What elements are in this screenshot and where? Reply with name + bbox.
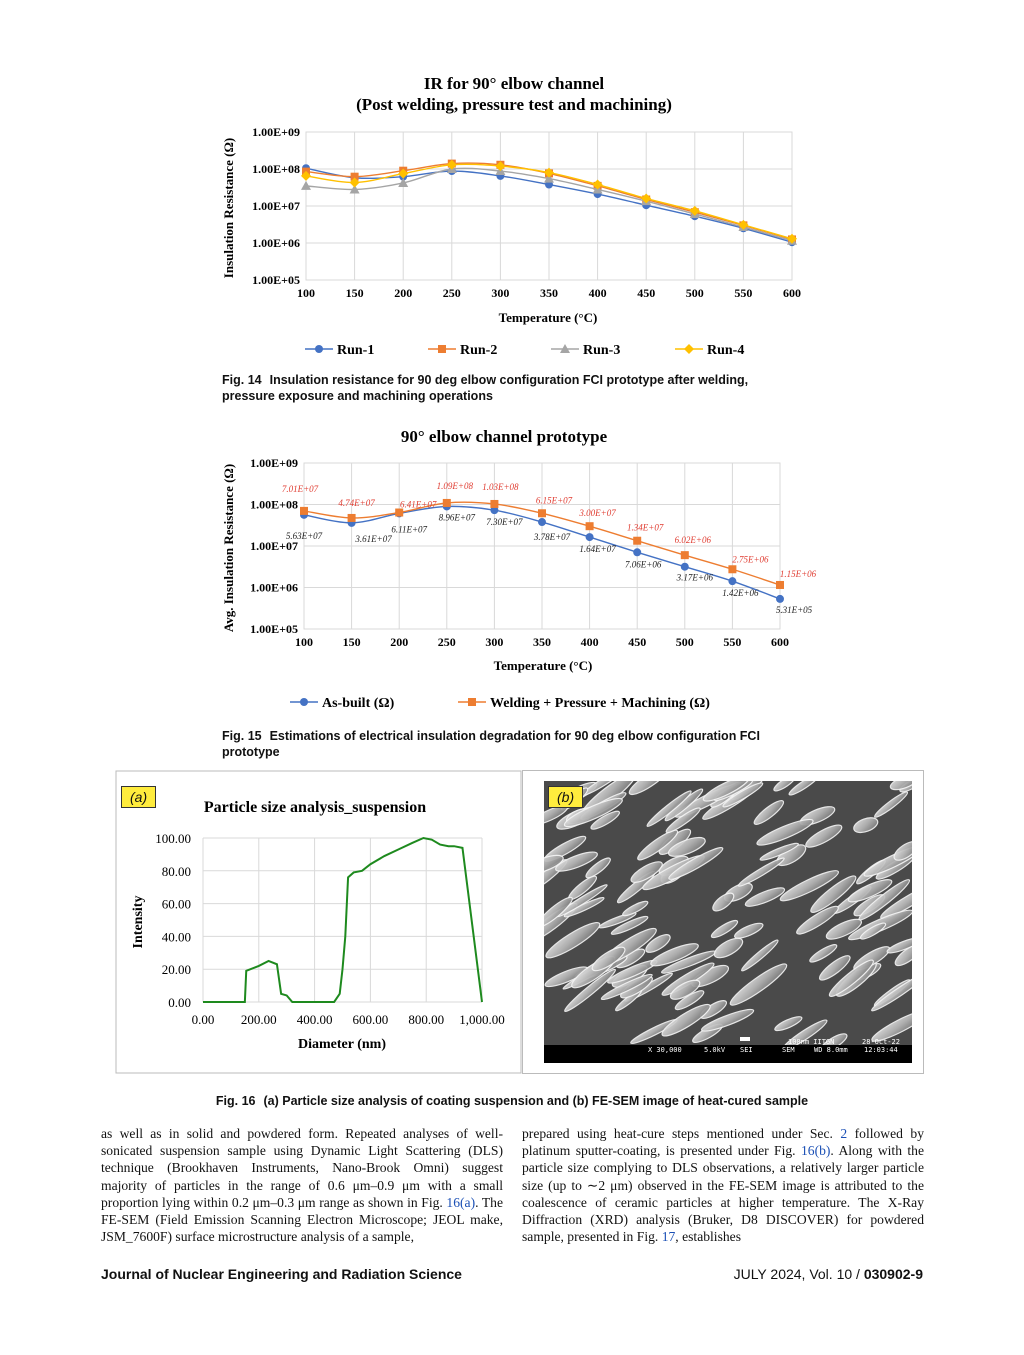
data-point: [538, 509, 546, 517]
data-label: 3.00E+07: [579, 508, 616, 519]
sem-info-bar: [544, 1038, 912, 1063]
sem-detector: SEI: [740, 1046, 753, 1054]
fig14-caption-num: Fig. 14: [222, 373, 262, 387]
legend-marker: [468, 698, 476, 706]
fig16-caption-text: (a) Particle size analysis of coating suspension and (b) FE-SEM image of heat-cured sample: [263, 1094, 809, 1108]
y-tick-label: 1.00E+09: [250, 456, 298, 470]
data-point: [395, 509, 403, 517]
body-column-left: [101, 1125, 503, 1245]
x-tick-label: 500: [675, 635, 694, 649]
sem-scale: 100nm IITGN: [788, 1038, 835, 1046]
x-tick-label: 550: [734, 286, 753, 300]
sem-image: [544, 781, 912, 1063]
fig16-caption-num: Fig. 16: [215, 1094, 256, 1108]
data-point: [586, 533, 594, 541]
y-tick-label: 20.00: [161, 962, 191, 978]
fig14-chart: [221, 74, 801, 358]
x-tick-label: 400: [588, 286, 607, 300]
x-tick-label: 300: [485, 635, 504, 649]
fig15-ylabel: Avg. Insulation Resistance (Ω): [221, 463, 236, 633]
data-point: [681, 551, 689, 559]
data-point: [348, 514, 356, 522]
fig14-caption: [222, 372, 802, 404]
data-label: 1.64E+07: [579, 544, 616, 555]
body-column-right: [522, 1125, 924, 1245]
data-label: 5.63E+07: [285, 530, 323, 541]
y-tick-label: 1.00E+07: [250, 539, 298, 553]
data-point: [490, 500, 498, 508]
fig16b-frame: [522, 770, 924, 1074]
sem-mode: SEM: [782, 1046, 795, 1054]
data-label: 7.06E+06: [625, 559, 662, 570]
x-tick-label: 100: [297, 286, 315, 300]
ref-fig17-link[interactable]: 17: [661, 1229, 676, 1245]
sem-kv: 5.0kV: [704, 1046, 726, 1054]
fig14-ylabel: Insulation Resistance (Ω): [221, 137, 236, 279]
y-tick-label: 100.00: [155, 831, 191, 846]
data-label: 3.17E+06: [676, 572, 713, 583]
data-label: 7.30E+07: [486, 517, 523, 528]
data-label: 1.09E+08: [436, 480, 473, 491]
data-label: 1.15E+06: [779, 568, 817, 579]
fig15-caption-num: Fig. 15: [222, 729, 262, 743]
data-point: [443, 499, 451, 507]
body-left-part2: . The FE-SEM (Field Emission Scanning Electron Microscope; JEOL make, JSM_7600F) surface microstructure analysis of a sample,: [101, 1194, 504, 1245]
data-point: [728, 577, 736, 585]
data-point: [633, 548, 641, 556]
y-tick-label: 1.00E+06: [252, 236, 300, 250]
panel-label-a: (a): [121, 786, 156, 808]
x-tick-label: 350: [540, 286, 558, 300]
data-point: [776, 581, 784, 589]
x-tick-label: 800.00: [408, 1012, 445, 1027]
x-tick-label: 100: [295, 635, 313, 649]
legend-entry: Run-2: [460, 343, 498, 358]
y-tick-label: 1.00E+07: [252, 199, 300, 213]
y-tick-label: 1.00E+06: [250, 580, 298, 595]
x-tick-label: 400: [580, 635, 599, 649]
fig16-caption: [0, 1093, 1024, 1109]
fig15-caption-text: Estimations of electrical insulation degradation for 90 deg elbow configuration FCI prototype: [222, 729, 760, 759]
fig15-chart: [221, 427, 817, 711]
y-tick-label: 40.00: [161, 929, 191, 945]
x-tick-label: 150: [342, 635, 361, 649]
sem-scalebar: [740, 1037, 750, 1041]
x-tick-label: 450: [628, 635, 647, 649]
data-label: 6.11E+07: [391, 524, 428, 535]
data-label: 1.34E+07: [627, 522, 664, 533]
data-label: 3.61E+07: [355, 533, 392, 544]
data-label: 2.75E+06: [732, 554, 769, 565]
fig16a-chart: [116, 771, 521, 1073]
data-label: 3.78E+07: [533, 532, 571, 543]
data-label: 4.74E+07: [338, 497, 375, 508]
legend-entry: Run-1: [337, 343, 375, 358]
sem-texture: [544, 781, 912, 1045]
fig14-caption-text: Insulation resistance for 90 deg elbow configuration FCI prototype after welding, pressure exposure and machining operations: [222, 373, 749, 403]
y-tick-label: 1.00E+08: [250, 497, 298, 512]
x-tick-label: 250: [442, 286, 461, 300]
x-tick-label: 1,000.00: [459, 1012, 505, 1027]
panel-label-b: (b): [548, 786, 583, 808]
x-tick-label: 500: [685, 286, 704, 300]
data-point: [681, 563, 689, 571]
x-tick-label: 550: [723, 635, 742, 649]
ref-sec2-link[interactable]: 2: [840, 1126, 848, 1141]
data-point: [538, 518, 546, 526]
data-label: 1.03E+08: [482, 481, 519, 492]
legend-marker: [438, 345, 446, 353]
fig15-title: 90° elbow channel prototype: [400, 427, 608, 446]
fig16a-frame: [116, 771, 521, 1073]
y-tick-label: 1.00E+08: [252, 162, 300, 176]
data-point: [728, 565, 736, 573]
legend-entry: Run-3: [583, 343, 621, 358]
data-point: [586, 522, 594, 530]
page-number: 030902-9: [863, 1266, 923, 1282]
fig14-title-line2: (Post welding, pressure test and machining): [356, 95, 672, 114]
data-label: 6.02E+06: [674, 535, 711, 546]
journal-name: Journal of Nuclear Engineering and Radiation Science: [101, 1266, 462, 1282]
legend-entry: Welding + Pressure + Machining (Ω): [490, 696, 710, 711]
body-right-part2: followed by platinum sputter-coating, is presented under Fig.: [522, 1126, 924, 1159]
data-point: [776, 595, 784, 603]
data-point: [300, 507, 308, 515]
body-left-part1: as well as in solid and powdered form. Repeated analyses of well-sonicated suspension sample using Dynamic Light Scattering (DLS) technique (Brookhaven Instruments, Nano-Brook Omni) suggest majority of particles in the range of 0.6 μm–0.9 μm with a small proportion lying within 0.2 μm–0.3 μm range as shown in Fig.: [101, 1126, 503, 1210]
fig14-title-line1: IR for 90° elbow channel: [423, 74, 605, 93]
fig15-xlabel: Temperature (°C): [493, 658, 593, 673]
x-tick-label: 0.00: [191, 1012, 215, 1027]
data-label: 7.01E+07: [281, 483, 319, 494]
issue-date: JULY 2024, Vol. 10 /: [733, 1266, 864, 1282]
y-tick-label: 1.00E+05: [252, 273, 300, 287]
x-tick-label: 200: [390, 635, 409, 649]
fig16a-ylabel: Intensity: [131, 895, 146, 949]
fig15-caption: [222, 728, 802, 760]
x-tick-label: 600: [783, 286, 801, 300]
fig16a-xlabel: Diameter (nm): [298, 1037, 386, 1052]
legend-marker: [315, 345, 323, 353]
y-tick-label: 1.00E+09: [252, 125, 300, 139]
x-tick-label: 300: [491, 286, 510, 300]
fig14-xlabel: Temperature (°C): [498, 310, 598, 325]
y-tick-label: 80.00: [161, 863, 191, 879]
y-tick-label: 0.00: [168, 995, 191, 1010]
body-right-part4: , establishes: [675, 1229, 741, 1245]
data-label: 5.31E+05: [775, 604, 813, 615]
ref-fig16b-link[interactable]: 16(b): [800, 1143, 831, 1159]
x-tick-label: 450: [637, 286, 656, 300]
data-point: [633, 537, 641, 545]
sem-wd: WD 8.0mm: [814, 1046, 848, 1054]
x-tick-label: 150: [345, 286, 364, 300]
legend-entry: As-built (Ω): [322, 696, 395, 711]
x-tick-label: 250: [437, 635, 456, 649]
data-label: 1.42E+06: [722, 588, 759, 599]
body-right-part1: prepared using heat-cure steps mentioned under Sec.: [522, 1126, 841, 1141]
x-tick-label: 200.00: [240, 1012, 277, 1027]
data-label: 6.41E+07: [400, 499, 437, 510]
sem-time: 12:03:44: [864, 1046, 898, 1054]
ref-fig16a-link[interactable]: 16(a): [446, 1194, 476, 1210]
x-tick-label: 600.00: [352, 1012, 389, 1027]
fig16a-title: Particle size analysis_suspension: [203, 799, 427, 816]
x-tick-label: 200: [394, 286, 413, 300]
body-right-part3: . Along with the particle size complying to DLS observations, a relatively larger particle size (up to ∼2 μm) observed in the FE-SEM image is attributed to the coalescence of ceramic particles at higher temperature. The X-Ray Diffraction (XRD) analysis (Bruker, D8 DISCOVER) for powdered sample, presented in Fig.: [522, 1143, 924, 1245]
data-label: 8.96E+07: [438, 512, 475, 523]
legend-entry: Run-4: [707, 343, 745, 358]
sem-date: 28-Oct-22: [862, 1038, 900, 1046]
legend-marker: [300, 698, 308, 706]
x-tick-label: 400.00: [296, 1012, 333, 1027]
legend-marker: [684, 344, 694, 354]
x-tick-label: 600: [771, 635, 789, 649]
issue-info: [734, 1266, 923, 1282]
y-tick-label: 1.00E+05: [250, 622, 298, 636]
data-label: 6.15E+07: [535, 495, 573, 506]
sem-mag: X 30,000: [648, 1046, 682, 1054]
x-tick-label: 350: [533, 635, 551, 649]
y-tick-label: 60.00: [161, 896, 191, 912]
